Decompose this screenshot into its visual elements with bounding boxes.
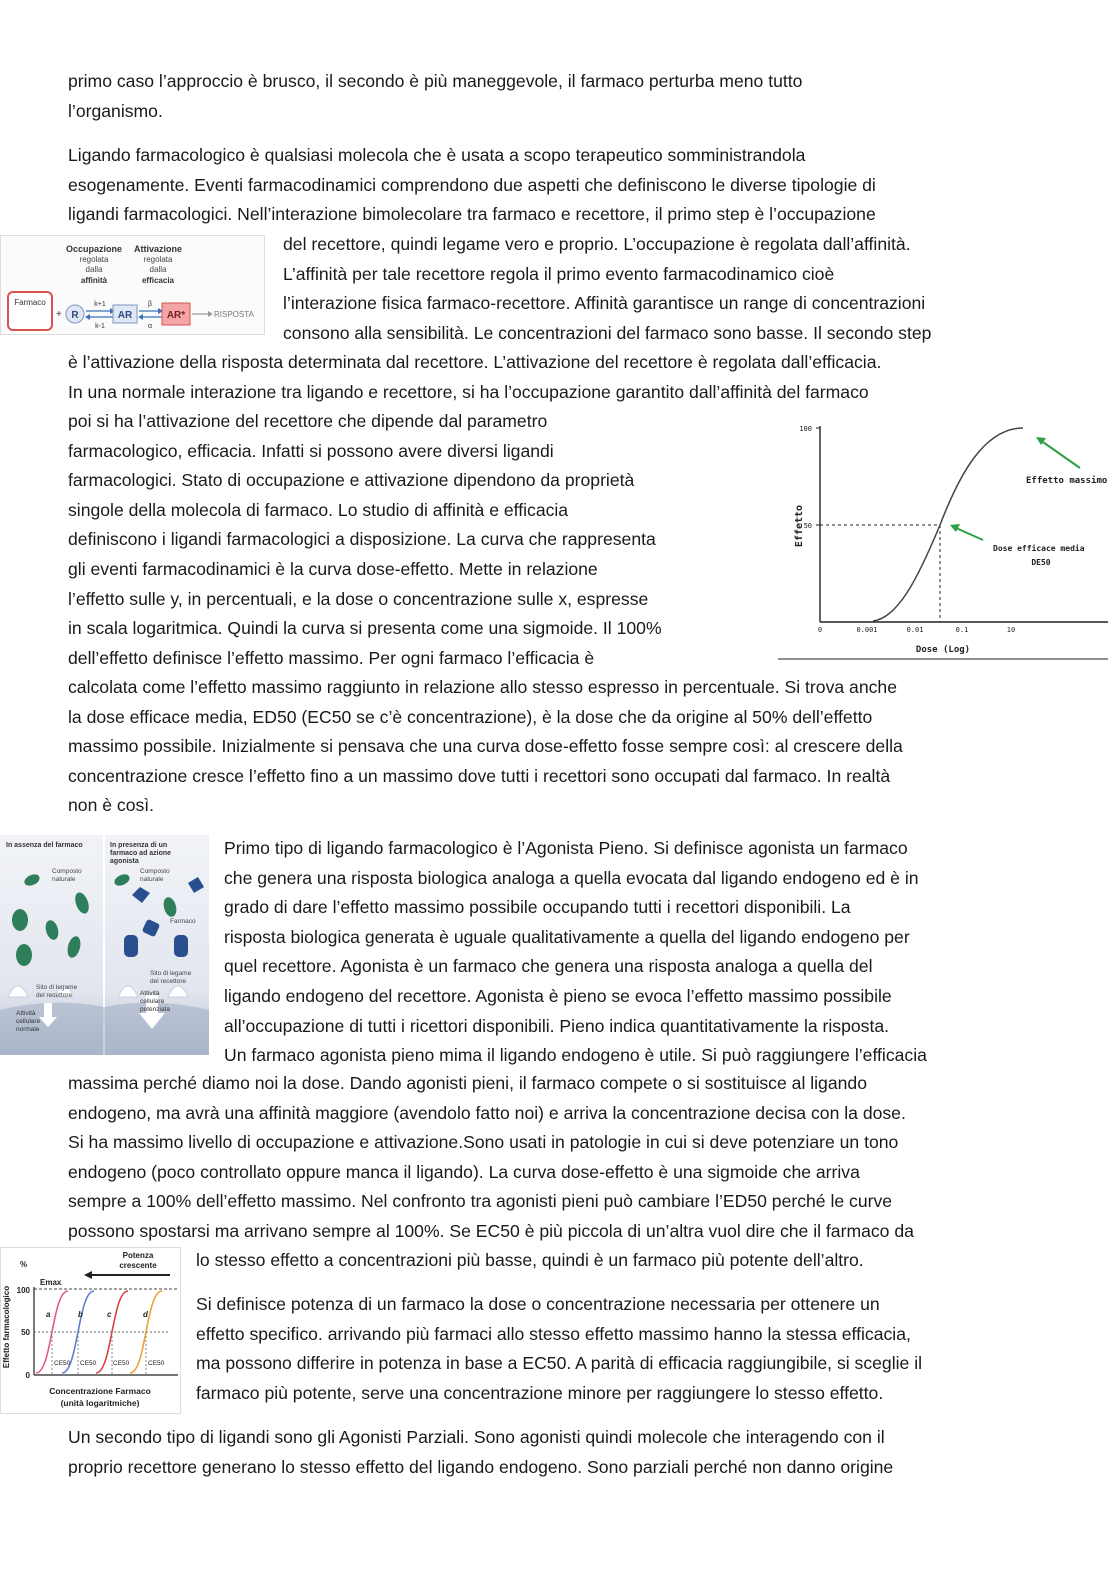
- text-line: proprio recettore generano lo stesso effetto del ligando endogeno. Sono parziali perché non danno origine: [68, 1456, 894, 1477]
- svg-text:Farmaco: Farmaco: [14, 298, 46, 307]
- svg-text:Sito di legame: Sito di legame: [150, 970, 192, 977]
- svg-text:Dose (Log): Dose (Log): [915, 645, 971, 655]
- svg-text:0: 0: [25, 1371, 30, 1380]
- dose-effect-chart: [778, 418, 1108, 662]
- text-line: sempre a 100% dell’effetto massimo. Nel confronto tra agonisti pieni può cambiare l’ED50 perché le curve: [68, 1191, 893, 1212]
- svg-text:affinità: affinità: [80, 276, 108, 285]
- text-line: Ligando farmacologico è qualsiasi molecola che è usata a scopo terapeutico somministrandola: [68, 145, 806, 165]
- svg-text:AR*: AR*: [166, 310, 186, 321]
- svg-text:Attività: Attività: [16, 1010, 36, 1017]
- svg-text:0.001: 0.001: [856, 626, 878, 634]
- svg-text:%: %: [20, 1260, 28, 1269]
- text-line: quel recettore. Agonista è un farmaco che genera una risposta analoga a quella del: [224, 956, 873, 977]
- svg-text:regolata: regolata: [143, 255, 173, 264]
- paragraph-1: [68, 67, 802, 126]
- text-line: Un secondo tipo di ligandi sono gli Agonisti Parziali. Sono agonisti quindi molecole che interagendo con il: [68, 1427, 885, 1447]
- svg-text:50: 50: [803, 522, 812, 530]
- text-line: massimo possibile. Inizialmente si pensava che una curva dose-effetto fosse sempre così: al crescere della: [68, 736, 903, 757]
- svg-text:CE50: CE50: [54, 1360, 71, 1367]
- svg-text:CE50: CE50: [148, 1360, 165, 1367]
- svg-text:Potenza: Potenza: [122, 1251, 154, 1260]
- svg-text:k+1: k+1: [94, 301, 106, 308]
- receptor-scheme-figure: [0, 235, 265, 335]
- svg-text:del recettore: del recettore: [36, 992, 73, 999]
- text-line: l’interazione fisica farmaco-recettore. Affinità garantisce un range di concentrazioni: [283, 293, 926, 314]
- svg-text:dalla: dalla: [85, 265, 103, 274]
- svg-text:Composto: Composto: [52, 868, 82, 875]
- svg-text:10: 10: [1006, 626, 1016, 634]
- svg-text:β: β: [147, 301, 153, 308]
- text-line: concentrazione cresce l’effetto fino a un massimo dove tutti i recettori sono occupati dal farmaco. In realtà: [68, 765, 891, 786]
- svg-text:In presenza di un: In presenza di un: [110, 842, 168, 849]
- text-line: all’occupazione di tutti i ricettori disponibili. Pieno indica quantitativamente la risposta.: [224, 1015, 890, 1036]
- svg-text:Concentrazione Farmaco: Concentrazione Farmaco: [49, 1386, 151, 1396]
- text-line: Si ha massimo livello di occupazione e attivazione.Sono usati in patologie in cui si deve potenziare un tono: [68, 1132, 899, 1153]
- svg-text:100: 100: [16, 1286, 30, 1295]
- svg-text:naturale: naturale: [140, 876, 164, 883]
- svg-text:naturale: naturale: [52, 876, 76, 883]
- svg-text:Attività: Attività: [140, 990, 160, 997]
- paragraph-3-last: [196, 1246, 864, 1276]
- text-line: l’organismo.: [68, 100, 163, 121]
- paragraph-2-wide: [68, 673, 903, 821]
- svg-text:c: c: [107, 1310, 112, 1319]
- svg-text:dalla: dalla: [149, 265, 167, 274]
- svg-text:In assenza del farmaco: In assenza del farmaco: [6, 842, 83, 849]
- text-line: in scala logaritmica. Quindi la curva si presenta come una sigmoide. Il 100%: [68, 618, 662, 639]
- text-line: Primo tipo di ligando farmacologico è l’Agonista Pieno. Si definisce agonista un farmaco: [224, 838, 908, 858]
- text-line: possono spostarsi ma arrivano sempre al 100%. Se EC50 è più piccola di un’altra vuol dire che il farmaco da: [68, 1220, 914, 1241]
- svg-text:α: α: [147, 323, 153, 330]
- text-line: endogeno, ma avrà una affinità maggiore (avendolo fatto noi) e arriva la concentrazione decisa con la dose.: [68, 1102, 906, 1123]
- svg-text:regolata: regolata: [79, 255, 109, 264]
- svg-text:cellulare: cellulare: [140, 998, 165, 1005]
- text-line: L’affinità per tale recettore regola il primo evento farmacodinamico cioè: [283, 263, 835, 284]
- paragraph-4: [196, 1290, 922, 1408]
- paragraph-3-full: [68, 1069, 914, 1247]
- text-line: risposta biologica generata è uguale qualitativamente a quella del ligando endogeno per: [224, 926, 910, 947]
- text-line: ligando endogeno del recettore. Agonista è pieno se evoca l’effetto massimo possibile: [224, 985, 892, 1006]
- svg-text:RISPOSTA: RISPOSTA: [214, 310, 254, 319]
- paragraph-2-top: [68, 141, 876, 230]
- agonist-cell-figure: [0, 835, 209, 1055]
- text-line: massima perché diamo noi la dose. Dando agonisti pieni, il farmaco compete o si sostituisce al ligando: [68, 1073, 867, 1093]
- text-line: definiscono i ligandi farmacologici a disposizione. La curva che rappresenta: [68, 529, 656, 550]
- text-line: ligandi farmacologici. Nell’interazione bimolecolare tra farmaco e recettore, il primo step è l’occupazione: [68, 204, 876, 225]
- svg-text:farmaco ad azione: farmaco ad azione: [110, 850, 172, 857]
- svg-text:b: b: [78, 1310, 83, 1319]
- text-line: effetto specifico. arrivando più farmaci allo stesso effetto massimo hanno la stessa efficacia,: [196, 1323, 911, 1344]
- text-line: consono alla sensibilità. Le concentrazioni del farmaco sono basse. Il secondo step: [283, 322, 932, 343]
- svg-text:Effetto farmacologico: Effetto farmacologico: [2, 1285, 11, 1369]
- svg-text:DE50: DE50: [1031, 558, 1051, 567]
- paragraph-2-after: [68, 348, 881, 407]
- text-line: la dose efficace media, ED50 (EC50 se c’è concentrazione), è la dose che da origine al 50% dell’effetto: [68, 706, 873, 727]
- text-line: l’effetto sulle y, in percentuali, e la dose o concentrazione sulle x, espresse: [68, 588, 649, 609]
- svg-text:100: 100: [799, 425, 812, 433]
- svg-text:Sito di legame: Sito di legame: [36, 984, 78, 991]
- svg-text:50: 50: [21, 1328, 30, 1337]
- text-line: primo caso l’approccio è brusco, il secondo è più maneggevole, il farmaco perturba meno tutto: [68, 71, 803, 91]
- svg-text:crescente: crescente: [119, 1261, 157, 1270]
- paragraph-5: [68, 1423, 893, 1482]
- svg-text:CE50: CE50: [113, 1360, 130, 1367]
- attivazione-label: Attivazione: [133, 244, 183, 254]
- svg-text:0.1: 0.1: [955, 626, 969, 634]
- svg-text:Effetto: Effetto: [794, 504, 805, 548]
- text-line: calcolata come l’effetto massimo raggiunto in relazione allo stesso espresso in percentuale. Si trova anche: [68, 677, 897, 697]
- svg-text:Composto: Composto: [140, 868, 170, 875]
- dose-effect-curve: [873, 428, 1023, 621]
- svg-text:normale: normale: [16, 1026, 40, 1033]
- text-line: poi si ha l’attivazione del recettore che dipende dal parametro: [68, 411, 548, 431]
- svg-text:Dose efficace media: Dose efficace media: [993, 544, 1085, 553]
- text-line: è l’attivazione della risposta determinata dal recettore. L’attivazione del recettore è regolata dall’efficacia.: [68, 352, 882, 372]
- text-line: ma possono differire in potenza in base a EC50. A parità di efficacia raggiungibile, si sceglie il: [196, 1353, 923, 1374]
- svg-text:(unità logaritmiche): (unità logaritmiche): [60, 1398, 140, 1408]
- paragraph-2-indented: [283, 230, 931, 348]
- occupazione-label: Occupazione: [65, 244, 123, 254]
- svg-text:0: 0: [817, 626, 823, 634]
- ed50-arrow: [956, 528, 983, 540]
- text-line: farmacologico, efficacia. Infatti si possono avere diversi ligandi: [68, 440, 554, 461]
- svg-text:R: R: [71, 310, 79, 321]
- svg-text:potenziata: potenziata: [140, 1006, 170, 1013]
- svg-text:AR: AR: [117, 310, 133, 321]
- svg-text:Farmaco: Farmaco: [170, 918, 196, 925]
- svg-text:agonista: agonista: [110, 858, 139, 865]
- svg-text:CE50: CE50: [80, 1360, 97, 1367]
- text-line: dell’effetto definisce l’effetto massimo. Per ogni farmaco l’efficacia è: [68, 647, 595, 668]
- text-line: In una normale interazione tra ligando e recettore, si ha l’occupazione garantito dall’affinità del farmaco: [68, 381, 869, 402]
- svg-text:Effetto massimo: Effetto massimo: [1026, 476, 1108, 486]
- svg-text:k-1: k-1: [95, 323, 105, 330]
- text-line: Si definisce potenza di un farmaco la dose o concentrazione necessaria per ottenere un: [196, 1294, 880, 1314]
- text-line: farmacologici. Stato di occupazione e attivazione dipendono da proprietà: [68, 470, 635, 491]
- svg-text:del recettore: del recettore: [150, 978, 187, 985]
- potency-curves-figure: [0, 1247, 181, 1414]
- text-line: non è così.: [68, 795, 155, 816]
- text-line: farmaco più potente, serve una concentrazione minore per raggiungere lo stesso effetto.: [196, 1382, 884, 1403]
- text-line: gli eventi farmacodinamici è la curva dose-effetto. Mette in relazione: [68, 558, 598, 579]
- svg-text:cellulare: cellulare: [16, 1018, 41, 1025]
- text-line: endogeno (poco controllato oppure manca il ligando). La curva dose-effetto è una sigmoide che arriva: [68, 1161, 860, 1182]
- paragraph-2-narrow: [68, 407, 662, 673]
- text-line: esogenamente. Eventi farmacodinamici comprendono due aspetti che definiscono le diverse tipologie di: [68, 174, 876, 195]
- svg-text:d: d: [143, 1310, 148, 1319]
- svg-text:a: a: [46, 1310, 51, 1319]
- text-line: lo stesso effetto a concentrazioni più basse, quindi è un farmaco più potente dell’altro.: [196, 1250, 864, 1270]
- svg-text:+: +: [56, 309, 62, 320]
- svg-text:efficacia: efficacia: [141, 276, 175, 285]
- text-line: che genera una risposta biologica analoga a quella evocata dal ligando endogeno ed è in: [224, 867, 919, 888]
- text-line: Un farmaco agonista pieno mima il ligando endogeno è utile. Si può raggiungere l’efficacia: [224, 1045, 927, 1066]
- paragraph-3-indented: [224, 834, 927, 1071]
- svg-text:0.01: 0.01: [906, 626, 924, 634]
- max-effect-arrow: [1040, 440, 1080, 468]
- text-line: grado di dare l’effetto massimo possibile occupando tutti i recettori disponibili. La: [224, 897, 851, 918]
- svg-text:Emax: Emax: [40, 1278, 62, 1287]
- text-line: singole della molecola di farmaco. Lo studio di affinità e efficacia: [68, 499, 569, 520]
- text-line: del recettore, quindi legame vero e proprio. L’occupazione è regolata dall’affinità.: [283, 234, 911, 254]
